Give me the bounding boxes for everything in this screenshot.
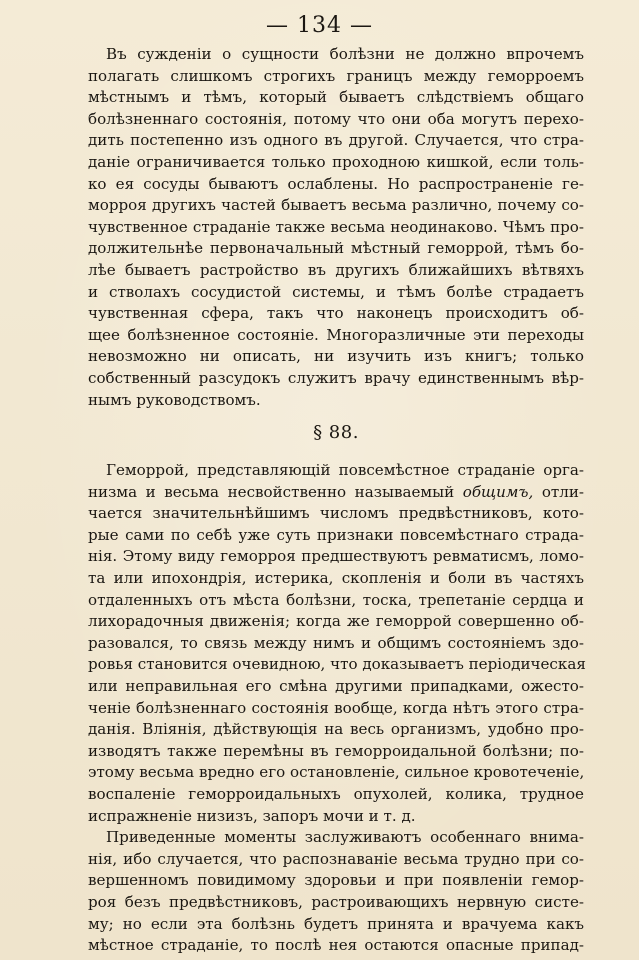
text-line: изводятъ также перемѣны въ геморроидальной болѣзни; по- — [88, 741, 584, 760]
text-line: полагать слишкомъ строгихъ границъ между геморроемъ — [88, 66, 584, 85]
section-heading: § 88. — [313, 422, 359, 444]
text-line: болѣзненнаго состоянія, потому что они оба могутъ перехо- — [88, 109, 584, 128]
paragraph-2 — [88, 460, 584, 827]
page-body — [88, 44, 584, 957]
text-line: ко ея сосуды бываютъ ослаблены. Но распространеніе ге- — [88, 174, 584, 193]
text-line: ровья становится очевидною, что доказываетъ періодическая — [88, 655, 586, 674]
text-line: лѣе бываетъ растройство въ другихъ ближайшихъ вѣтвяхъ — [88, 260, 584, 279]
text-line: или неправильная его смѣна другими припадками, ожесто- — [88, 677, 584, 696]
text-line: воспаленіе геморроидальныхъ опухолей, колика, трудное — [88, 785, 584, 803]
text-line: мѣстнымъ и тѣмъ, который бываетъ слѣдствіемъ общаго — [88, 88, 584, 107]
text-line: роя безъ предвѣстниковъ, растроивающихъ нервную систе- — [88, 892, 584, 911]
text-line: нія, ибо случается, что распознаваніе весьма трудно при со- — [88, 849, 584, 868]
text-line: щее болѣзненное состояніе. Многоразличные эти переходы — [88, 325, 584, 344]
italic-word: общимъ, — [462, 482, 534, 501]
text-line: даніе ограничивается только проходною кишкой, если толь- — [88, 152, 584, 171]
text-line: рые сами по себѣ уже суть признаки повсемѣстнаго страда- — [88, 525, 584, 544]
text-line: и стволахъ сосудистой системы, и тѣмъ болѣе страдаетъ — [88, 282, 584, 301]
text-line: лихорадочныя движенія; когда же геморрой совершенно об- — [88, 612, 584, 631]
text-line: нія. Этому виду геморроя предшествуютъ ревматисмъ, ломо- — [88, 547, 584, 566]
text-line: та или ипохондрія, истерика, скопленія и боли въ частяхъ — [88, 569, 584, 588]
text-line: чувственное страданіе также весьма неодинаково. Чѣмъ про- — [88, 217, 584, 236]
text-line: отдаленныхъ отъ мѣста болѣзни, тоска, трепетаніе сердца и — [88, 590, 584, 609]
text-line-with-italic — [88, 482, 584, 504]
text-line: морроя другихъ частей бываетъ весьма различно, почему со- — [88, 196, 584, 215]
text-line: должительнѣе первоначальный мѣстный геморрой, тѣмъ бо- — [88, 239, 584, 258]
text-fragment: низма и весьма несвойственно называемый — [88, 482, 455, 501]
text-fragment: отли- — [541, 482, 584, 501]
text-line: чается значительнѣйшимъ числомъ предвѣстниковъ, кото- — [88, 504, 584, 523]
text-line: мѣстное страданіе, то послѣ нея остаются опасные припад- — [88, 936, 584, 955]
text-line: чувственная сфера, такъ что наконецъ происходитъ об- — [88, 304, 584, 323]
text-line: данія. Вліянія, дѣйствующія на весь организмъ, удобно про- — [88, 720, 584, 739]
paragraph-1 — [88, 44, 584, 411]
text-line: дить постепенно изъ одного въ другой. Случается, что стра- — [88, 131, 584, 150]
text-line: собственный разсудокъ служитъ врачу единственнымъ вѣр- — [88, 368, 584, 387]
text-line: Геморрой, представляющій повсемѣстное страданіе орга- — [106, 461, 584, 480]
text-line: Приведенные моменты заслуживаютъ особеннаго внима- — [106, 828, 584, 847]
text-line: му; но если эта болѣзнь будетъ принята и врачуема какъ — [88, 914, 584, 933]
page-number: — 134 — — [266, 13, 373, 38]
text-line: невозможно ни описать, ни изучить изъ книгъ; только — [88, 347, 584, 366]
text-line: Въ сужденіи о сущности болѣзни не должно впрочемъ — [106, 45, 584, 63]
text-line: разовался, то связь между нимъ и общимъ состояніемъ здо- — [88, 633, 584, 652]
text-line: этому весьма вредно его остановленіе, сильное кровотеченіе, — [88, 763, 585, 782]
text-line: вершенномъ повидимому здоровьи и при появленіи гемор- — [88, 871, 584, 890]
text-line: испражненіе низизъ, запоръ мочи и т. д. — [88, 806, 416, 825]
text-line: ченіе болѣзненнаго состоянія вообще, когда нѣтъ этого стра- — [88, 698, 584, 717]
text-line: нымъ руководствомъ. — [88, 390, 261, 409]
paragraph-3 — [88, 827, 584, 957]
